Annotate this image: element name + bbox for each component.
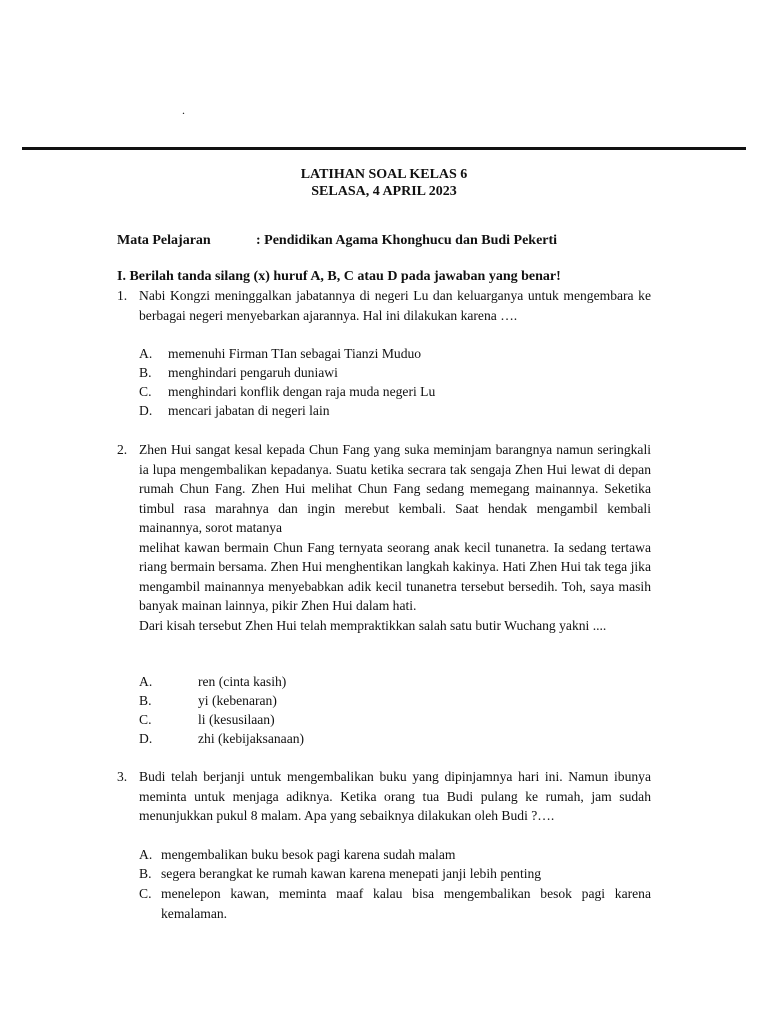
option-letter: B. (139, 365, 152, 380)
option-text: menghindari konflik dengan raja muda negeri Lu (168, 384, 436, 399)
option-text: mengembalikan buku besok pagi karena sudah malam (161, 847, 456, 862)
option-letter: A. (139, 346, 153, 361)
option-letter: A. (139, 674, 153, 689)
document-date: SELASA, 4 APRIL 2023 (311, 184, 457, 199)
option-text: memenuhi Firman TIan sebagai Tianzi Muduo (168, 346, 422, 361)
option-letter: C. (139, 712, 152, 727)
option-text: zhi (kebijaksanaan) (198, 731, 305, 746)
option-letter: B. (139, 866, 152, 881)
question-1-number: 1. (117, 288, 128, 303)
question-2-paragraph-3: Dari kisah tersebut Zhen Hui telah mempraktikkan salah satu butir Wuchang yakni .... (139, 617, 607, 633)
question-3-number: 3. (117, 769, 128, 784)
option-letter: A. (139, 847, 153, 862)
question-3-option-c-text[interactable]: menelepon kawan, meminta maaf kalau bisa mengembalikan besok pagi karena kemalaman. (161, 886, 651, 921)
header-dot: . (182, 103, 185, 117)
option-text: menghindari pengaruh duniawi (168, 365, 338, 380)
option-letter: C. (139, 886, 152, 901)
subject-row (117, 232, 557, 249)
option-letter: C. (139, 384, 152, 399)
question-2-number: 2. (117, 442, 128, 457)
option-text: li (kesusilaan) (198, 712, 275, 727)
option-text: ren (cinta kasih) (198, 674, 287, 689)
question-2-paragraph-2: melihat kawan bermain Chun Fang ternyata seorang anak kecil tunanetra. Ia sedang tertawa riang bermain bersama. Zhen Hui menghentikan langkah kakinya. Hati Zhen Hui tak tega jika mengambil mainannya menyebabkan adik kecil tunanetra tersebut bersedih. Toh, saya masih banyak mainan lainnya, pikir Zhen Hui dalam hati. (139, 539, 651, 613)
document-title: LATIHAN SOAL KELAS 6 (300, 167, 468, 182)
question-1-text: Nabi Kongzi meninggalkan jabatannya di negeri Lu dan keluarganya untuk mengembara ke berbagai negeri menyebarkan ajarannya. Hal ini dilakukan karena …. (139, 288, 651, 323)
header-rule (22, 147, 746, 150)
subject-label: Mata Pelajaran (117, 233, 211, 248)
question-3-text: Budi telah berjanji untuk mengembalikan buku yang dipinjamnya hari ini. Namun ibunya meminta untuk menjaga adiknya. Ketika orang tua Budi pulang ke rumah, jam sudah menunjukkan pukul 8 malam. Apa yang sebaiknya dilakukan oleh Budi ?…. (139, 769, 651, 823)
question-2-paragraph-1: Zhen Hui sangat kesal kepada Chun Fang yang suka meminjam barangnya namun seringkali ia lupa mengembalikan kepadanya. Suatu ketika secrara tak sengaja Zhen Hui lewat di depan rumah Chun Fang. Zhen Hui melihat Chun Fang sedang memegang mainannya. Seketika timbul rasa marahnya dan ingin merebut kembali. Saat hendak mengambil kembali mainannya, sorot matanya (139, 442, 651, 535)
option-letter: D. (139, 731, 153, 746)
option-letter: D. (139, 403, 153, 418)
subject-value: : Pendidikan Agama Khonghucu dan Budi Pekerti (256, 233, 558, 248)
option-letter: B. (139, 693, 152, 708)
question-2-text (139, 440, 651, 635)
option-text: yi (kebenaran) (198, 693, 277, 708)
instruction: I. Berilah tanda silang (x) huruf A, B, C atau D pada jawaban yang benar! (117, 269, 561, 284)
option-text: segera berangkat ke rumah kawan karena menepati janji lebih penting (161, 866, 542, 881)
option-text: mencari jabatan di negeri lain (168, 403, 330, 418)
